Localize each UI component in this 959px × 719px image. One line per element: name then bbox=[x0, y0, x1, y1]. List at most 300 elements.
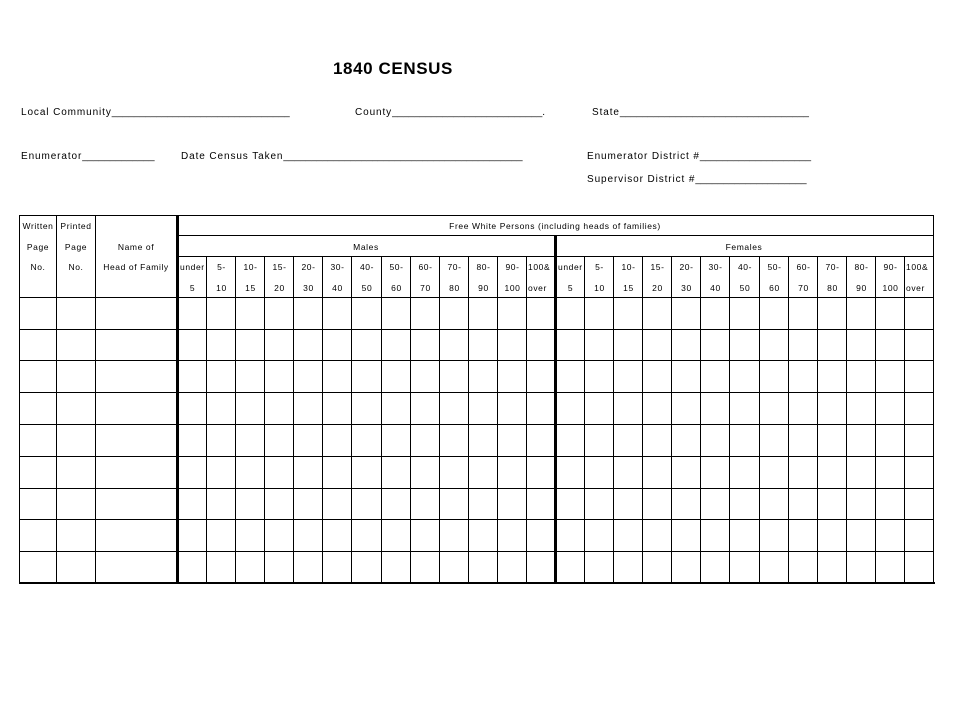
local-community-blank[interactable]: ________________________________ bbox=[111, 107, 290, 118]
table-cell[interactable] bbox=[847, 393, 875, 424]
table-cell[interactable] bbox=[382, 393, 410, 424]
male-age-header: 30 bbox=[303, 283, 314, 293]
female-age-header: 90- bbox=[883, 262, 898, 272]
table-cell[interactable] bbox=[556, 361, 584, 392]
table-cell[interactable] bbox=[469, 425, 497, 456]
table-cell[interactable] bbox=[643, 330, 671, 360]
table-cell[interactable] bbox=[440, 520, 468, 551]
table-cell[interactable] bbox=[556, 552, 584, 582]
table-cell[interactable] bbox=[207, 393, 235, 424]
table-cell[interactable] bbox=[178, 298, 206, 329]
table-cell[interactable] bbox=[20, 520, 56, 551]
table-cell[interactable] bbox=[905, 520, 933, 551]
table-cell[interactable] bbox=[614, 298, 642, 329]
male-age-header: 5- bbox=[217, 262, 226, 272]
table-cell[interactable] bbox=[701, 298, 729, 329]
table-cell[interactable] bbox=[323, 361, 351, 392]
table-cell[interactable] bbox=[382, 489, 410, 519]
female-age-header: 100& bbox=[906, 262, 929, 272]
table-cell[interactable] bbox=[760, 393, 788, 424]
table-cell[interactable] bbox=[556, 393, 584, 424]
table-cell[interactable] bbox=[294, 520, 322, 551]
table-cell[interactable] bbox=[585, 489, 613, 519]
male-age-header: 90- bbox=[505, 262, 520, 272]
table-cell[interactable] bbox=[672, 457, 700, 488]
table-cell[interactable] bbox=[789, 393, 817, 424]
table-cell[interactable] bbox=[672, 330, 700, 360]
table-cell[interactable] bbox=[265, 393, 293, 424]
table-cell[interactable] bbox=[265, 457, 293, 488]
table-cell[interactable] bbox=[498, 425, 526, 456]
county-blank[interactable]: ___________________________. bbox=[392, 107, 546, 118]
table-cell[interactable] bbox=[585, 330, 613, 360]
table-cell[interactable] bbox=[352, 425, 381, 456]
male-age-header: 30- bbox=[330, 262, 345, 272]
table-cell[interactable] bbox=[382, 457, 410, 488]
table-cell[interactable] bbox=[96, 489, 177, 519]
table-cell[interactable] bbox=[382, 298, 410, 329]
table-cell[interactable] bbox=[352, 361, 381, 392]
table-cell[interactable] bbox=[672, 298, 700, 329]
table-cell[interactable] bbox=[701, 393, 729, 424]
table-cell[interactable] bbox=[20, 330, 56, 360]
enumerator-district-blank[interactable]: ____________________ bbox=[699, 151, 812, 162]
table-cell[interactable] bbox=[847, 520, 875, 551]
table-cell[interactable] bbox=[323, 489, 351, 519]
table-border-top bbox=[19, 215, 934, 216]
table-cell[interactable] bbox=[352, 520, 381, 551]
table-cell[interactable] bbox=[701, 457, 729, 488]
table-cell[interactable] bbox=[469, 552, 497, 582]
table-cell[interactable] bbox=[701, 552, 729, 582]
table-cell[interactable] bbox=[876, 425, 904, 456]
table-cell[interactable] bbox=[411, 489, 439, 519]
printed-page-header: No. bbox=[68, 262, 84, 272]
female-age-header: 5- bbox=[595, 262, 604, 272]
date-census-taken-blank[interactable]: ___________________________________________ bbox=[283, 151, 523, 162]
written-page-header: Written bbox=[22, 221, 54, 231]
table-cell[interactable] bbox=[876, 393, 904, 424]
table-cell[interactable] bbox=[411, 298, 439, 329]
table-cell[interactable] bbox=[760, 330, 788, 360]
table-cell[interactable] bbox=[614, 330, 642, 360]
table-cell[interactable] bbox=[585, 361, 613, 392]
table-cell[interactable] bbox=[498, 298, 526, 329]
table-cell[interactable] bbox=[760, 520, 788, 551]
table-cell[interactable] bbox=[498, 361, 526, 392]
table-cell[interactable] bbox=[876, 520, 904, 551]
table-cell[interactable] bbox=[527, 520, 555, 551]
table-cell[interactable] bbox=[265, 489, 293, 519]
table-cell[interactable] bbox=[760, 552, 788, 582]
table-cell[interactable] bbox=[352, 489, 381, 519]
table-cell[interactable] bbox=[498, 520, 526, 551]
table-cell[interactable] bbox=[440, 552, 468, 582]
table-cell[interactable] bbox=[760, 361, 788, 392]
table-cell[interactable] bbox=[672, 520, 700, 551]
table-cell[interactable] bbox=[411, 393, 439, 424]
table-cell[interactable] bbox=[178, 330, 206, 360]
table-cell[interactable] bbox=[57, 489, 95, 519]
female-age-header: 70 bbox=[798, 283, 809, 293]
table-cell[interactable] bbox=[818, 489, 846, 519]
table-cell[interactable] bbox=[178, 489, 206, 519]
table-cell[interactable] bbox=[643, 361, 671, 392]
table-cell[interactable] bbox=[818, 425, 846, 456]
female-age-header: 15- bbox=[650, 262, 665, 272]
table-cell[interactable] bbox=[20, 298, 56, 329]
table-cell[interactable] bbox=[643, 425, 671, 456]
table-cell[interactable] bbox=[905, 552, 933, 582]
table-cell[interactable] bbox=[701, 425, 729, 456]
table-cell[interactable] bbox=[643, 298, 671, 329]
table-cell[interactable] bbox=[585, 298, 613, 329]
table-cell[interactable] bbox=[178, 520, 206, 551]
table-cell[interactable] bbox=[847, 298, 875, 329]
table-cell[interactable] bbox=[760, 489, 788, 519]
table-cell[interactable] bbox=[905, 489, 933, 519]
state-blank[interactable]: __________________________________ bbox=[619, 107, 809, 118]
table-cell[interactable] bbox=[905, 457, 933, 488]
table-cell[interactable] bbox=[818, 393, 846, 424]
table-cell[interactable] bbox=[411, 361, 439, 392]
table-cell[interactable] bbox=[323, 552, 351, 582]
table-cell[interactable] bbox=[96, 393, 177, 424]
table-cell[interactable] bbox=[876, 361, 904, 392]
table-cell[interactable] bbox=[57, 520, 95, 551]
table-cell[interactable] bbox=[905, 361, 933, 392]
table-cell[interactable] bbox=[411, 457, 439, 488]
table-cell[interactable] bbox=[643, 489, 671, 519]
table-cell[interactable] bbox=[57, 393, 95, 424]
table-cell[interactable] bbox=[614, 520, 642, 551]
table-cell[interactable] bbox=[730, 361, 759, 392]
table-cell[interactable] bbox=[527, 361, 555, 392]
table-cell[interactable] bbox=[643, 457, 671, 488]
table-cell[interactable] bbox=[440, 425, 468, 456]
table-cell[interactable] bbox=[207, 489, 235, 519]
table-cell[interactable] bbox=[614, 425, 642, 456]
table-cell[interactable] bbox=[556, 520, 584, 551]
table-cell[interactable] bbox=[96, 361, 177, 392]
table-cell[interactable] bbox=[469, 298, 497, 329]
table-cell[interactable] bbox=[352, 552, 381, 582]
table-cell[interactable] bbox=[585, 457, 613, 488]
printed-page-header: Printed bbox=[60, 221, 92, 231]
table-cell[interactable] bbox=[469, 457, 497, 488]
table-cell[interactable] bbox=[818, 330, 846, 360]
table-border-right bbox=[933, 215, 934, 583]
table-cell[interactable] bbox=[352, 330, 381, 360]
table-cell[interactable] bbox=[440, 330, 468, 360]
table-cell[interactable] bbox=[905, 393, 933, 424]
male-age-header: 70- bbox=[447, 262, 462, 272]
table-cell[interactable] bbox=[847, 552, 875, 582]
male-age-header: 100 bbox=[504, 283, 521, 293]
male-age-header: 50- bbox=[389, 262, 404, 272]
table-cell[interactable] bbox=[789, 361, 817, 392]
table-cell[interactable] bbox=[440, 457, 468, 488]
table-cell[interactable] bbox=[323, 393, 351, 424]
table-cell[interactable] bbox=[730, 330, 759, 360]
female-age-header: 20- bbox=[679, 262, 694, 272]
table-cell[interactable] bbox=[730, 552, 759, 582]
table-cell[interactable] bbox=[57, 330, 95, 360]
table-cell[interactable] bbox=[847, 457, 875, 488]
table-cell[interactable] bbox=[672, 489, 700, 519]
table-cell[interactable] bbox=[236, 489, 264, 519]
table-cell[interactable] bbox=[236, 361, 264, 392]
table-cell[interactable] bbox=[207, 361, 235, 392]
table-cell[interactable] bbox=[789, 552, 817, 582]
table-cell[interactable] bbox=[789, 330, 817, 360]
table-cell[interactable] bbox=[760, 298, 788, 329]
table-cell[interactable] bbox=[96, 330, 177, 360]
table-cell[interactable] bbox=[20, 489, 56, 519]
table-cell[interactable] bbox=[265, 552, 293, 582]
table-cell[interactable] bbox=[498, 457, 526, 488]
table-cell[interactable] bbox=[672, 552, 700, 582]
table-cell[interactable] bbox=[847, 425, 875, 456]
table-cell[interactable] bbox=[57, 361, 95, 392]
table-cell[interactable] bbox=[701, 520, 729, 551]
table-cell[interactable] bbox=[440, 361, 468, 392]
table-cell[interactable] bbox=[294, 457, 322, 488]
supervisor-district-blank[interactable]: ____________________ bbox=[695, 174, 807, 185]
table-cell[interactable] bbox=[905, 330, 933, 360]
table-cell[interactable] bbox=[236, 393, 264, 424]
table-cell[interactable] bbox=[527, 298, 555, 329]
table-cell[interactable] bbox=[730, 425, 759, 456]
table-cell[interactable] bbox=[236, 552, 264, 582]
table-cell[interactable] bbox=[265, 425, 293, 456]
table-cell[interactable] bbox=[876, 552, 904, 582]
table-cell[interactable] bbox=[469, 489, 497, 519]
table-cell[interactable] bbox=[469, 393, 497, 424]
table-cell[interactable] bbox=[382, 361, 410, 392]
table-cell[interactable] bbox=[556, 298, 584, 329]
table-cell[interactable] bbox=[294, 361, 322, 392]
table-cell[interactable] bbox=[207, 425, 235, 456]
table-cell[interactable] bbox=[847, 330, 875, 360]
table-cell[interactable] bbox=[207, 520, 235, 551]
table-cell[interactable] bbox=[585, 552, 613, 582]
female-age-header: 30 bbox=[681, 283, 692, 293]
table-cell[interactable] bbox=[352, 393, 381, 424]
table-cell[interactable] bbox=[178, 425, 206, 456]
table-cell[interactable] bbox=[20, 393, 56, 424]
table-cell[interactable] bbox=[57, 552, 95, 582]
table-cell[interactable] bbox=[556, 489, 584, 519]
table-cell[interactable] bbox=[207, 298, 235, 329]
table-cell[interactable] bbox=[585, 425, 613, 456]
table-cell[interactable] bbox=[905, 425, 933, 456]
table-cell[interactable] bbox=[440, 489, 468, 519]
table-cell[interactable] bbox=[730, 298, 759, 329]
table-cell[interactable] bbox=[527, 489, 555, 519]
table-cell[interactable] bbox=[585, 520, 613, 551]
table-cell[interactable] bbox=[294, 425, 322, 456]
table-cell[interactable] bbox=[236, 520, 264, 551]
table-cell[interactable] bbox=[323, 330, 351, 360]
county-label: County bbox=[355, 107, 393, 118]
table-cell[interactable] bbox=[556, 425, 584, 456]
table-cell[interactable] bbox=[876, 298, 904, 329]
table-cell[interactable] bbox=[236, 298, 264, 329]
table-cell[interactable] bbox=[469, 520, 497, 551]
table-cell[interactable] bbox=[411, 552, 439, 582]
table-cell[interactable] bbox=[57, 298, 95, 329]
table-cell[interactable] bbox=[207, 552, 235, 582]
table-cell[interactable] bbox=[527, 552, 555, 582]
table-cell[interactable] bbox=[178, 361, 206, 392]
table-cell[interactable] bbox=[352, 298, 381, 329]
female-age-header: 40 bbox=[710, 283, 721, 293]
table-cell[interactable] bbox=[323, 520, 351, 551]
table-cell[interactable] bbox=[614, 489, 642, 519]
table-cell[interactable] bbox=[440, 298, 468, 329]
table-cell[interactable] bbox=[96, 425, 177, 456]
table-cell[interactable] bbox=[265, 298, 293, 329]
table-cell[interactable] bbox=[527, 330, 555, 360]
female-age-header: 70- bbox=[825, 262, 840, 272]
male-age-header: 20- bbox=[301, 262, 316, 272]
table-cell[interactable] bbox=[643, 393, 671, 424]
table-cell[interactable] bbox=[498, 393, 526, 424]
table-cell[interactable] bbox=[585, 393, 613, 424]
table-cell[interactable] bbox=[265, 330, 293, 360]
table-cell[interactable] bbox=[760, 457, 788, 488]
table-cell[interactable] bbox=[96, 298, 177, 329]
table-cell[interactable] bbox=[469, 330, 497, 360]
table-cell[interactable] bbox=[818, 552, 846, 582]
male-age-header: 90 bbox=[478, 283, 489, 293]
table-cell[interactable] bbox=[294, 393, 322, 424]
table-cell[interactable] bbox=[730, 457, 759, 488]
table-cell[interactable] bbox=[57, 457, 95, 488]
table-cell[interactable] bbox=[440, 393, 468, 424]
table-cell[interactable] bbox=[236, 457, 264, 488]
table-cell[interactable] bbox=[294, 330, 322, 360]
table-cell[interactable] bbox=[847, 361, 875, 392]
table-cell[interactable] bbox=[876, 330, 904, 360]
table-cell[interactable] bbox=[701, 489, 729, 519]
table-cell[interactable] bbox=[411, 425, 439, 456]
table-cell[interactable] bbox=[672, 361, 700, 392]
table-cell[interactable] bbox=[178, 457, 206, 488]
table-cell[interactable] bbox=[789, 489, 817, 519]
table-cell[interactable] bbox=[701, 361, 729, 392]
table-cell[interactable] bbox=[876, 457, 904, 488]
table-cell[interactable] bbox=[730, 393, 759, 424]
table-cell[interactable] bbox=[323, 457, 351, 488]
table-cell[interactable] bbox=[57, 425, 95, 456]
table-cell[interactable] bbox=[207, 457, 235, 488]
table-cell[interactable] bbox=[614, 361, 642, 392]
female-age-header: over bbox=[906, 283, 925, 293]
table-cell[interactable] bbox=[178, 393, 206, 424]
table-cell[interactable] bbox=[614, 393, 642, 424]
table-cell[interactable] bbox=[498, 330, 526, 360]
local-community-label: Local Community bbox=[21, 107, 112, 118]
female-age-header: 5 bbox=[567, 283, 574, 293]
table-cell[interactable] bbox=[847, 489, 875, 519]
table-cell[interactable] bbox=[701, 330, 729, 360]
table-cell[interactable] bbox=[730, 489, 759, 519]
male-age-header: 10- bbox=[243, 262, 258, 272]
table-cell[interactable] bbox=[382, 552, 410, 582]
table-cell[interactable] bbox=[20, 552, 56, 582]
table-cell[interactable] bbox=[323, 298, 351, 329]
table-cell[interactable] bbox=[382, 425, 410, 456]
table-cell[interactable] bbox=[643, 552, 671, 582]
table-cell[interactable] bbox=[469, 361, 497, 392]
table-cell[interactable] bbox=[818, 457, 846, 488]
table-cell[interactable] bbox=[527, 457, 555, 488]
table-cell[interactable] bbox=[294, 552, 322, 582]
table-cell[interactable] bbox=[556, 457, 584, 488]
table-cell[interactable] bbox=[20, 425, 56, 456]
table-cell[interactable] bbox=[236, 425, 264, 456]
table-cell[interactable] bbox=[294, 298, 322, 329]
table-cell[interactable] bbox=[789, 457, 817, 488]
table-cell[interactable] bbox=[818, 520, 846, 551]
table-cell[interactable] bbox=[760, 425, 788, 456]
enumerator-blank[interactable]: _____________ bbox=[82, 151, 155, 162]
table-cell[interactable] bbox=[818, 298, 846, 329]
table-cell[interactable] bbox=[498, 489, 526, 519]
table-cell[interactable] bbox=[96, 520, 177, 551]
table-cell[interactable] bbox=[294, 489, 322, 519]
table-cell[interactable] bbox=[411, 520, 439, 551]
table-cell[interactable] bbox=[672, 425, 700, 456]
table-cell[interactable] bbox=[614, 552, 642, 582]
table-cell[interactable] bbox=[352, 457, 381, 488]
table-cell[interactable] bbox=[789, 298, 817, 329]
table-cell[interactable] bbox=[236, 330, 264, 360]
table-cell[interactable] bbox=[265, 520, 293, 551]
male-age-header: 15- bbox=[272, 262, 287, 272]
table-cell[interactable] bbox=[96, 552, 177, 582]
table-cell[interactable] bbox=[905, 298, 933, 329]
table-cell[interactable] bbox=[178, 552, 206, 582]
table-border-bottom bbox=[19, 582, 935, 584]
table-cell[interactable] bbox=[789, 425, 817, 456]
table-cell[interactable] bbox=[527, 425, 555, 456]
table-cell[interactable] bbox=[643, 520, 671, 551]
table-cell[interactable] bbox=[556, 330, 584, 360]
table-cell[interactable] bbox=[96, 457, 177, 488]
table-cell[interactable] bbox=[789, 520, 817, 551]
table-cell[interactable] bbox=[818, 361, 846, 392]
table-cell[interactable] bbox=[498, 552, 526, 582]
table-cell[interactable] bbox=[614, 457, 642, 488]
free-white-persons-header: Free White Persons (including heads of families) bbox=[449, 221, 661, 231]
table-cell[interactable] bbox=[20, 361, 56, 392]
table-cell[interactable] bbox=[323, 425, 351, 456]
table-cell[interactable] bbox=[411, 330, 439, 360]
table-cell[interactable] bbox=[265, 361, 293, 392]
table-cell[interactable] bbox=[382, 520, 410, 551]
state-label: State bbox=[592, 107, 620, 118]
table-cell[interactable] bbox=[527, 393, 555, 424]
table-cell[interactable] bbox=[20, 457, 56, 488]
table-cell[interactable] bbox=[672, 393, 700, 424]
table-cell[interactable] bbox=[382, 330, 410, 360]
table-cell[interactable] bbox=[207, 330, 235, 360]
table-cell[interactable] bbox=[876, 489, 904, 519]
table-cell[interactable] bbox=[730, 520, 759, 551]
